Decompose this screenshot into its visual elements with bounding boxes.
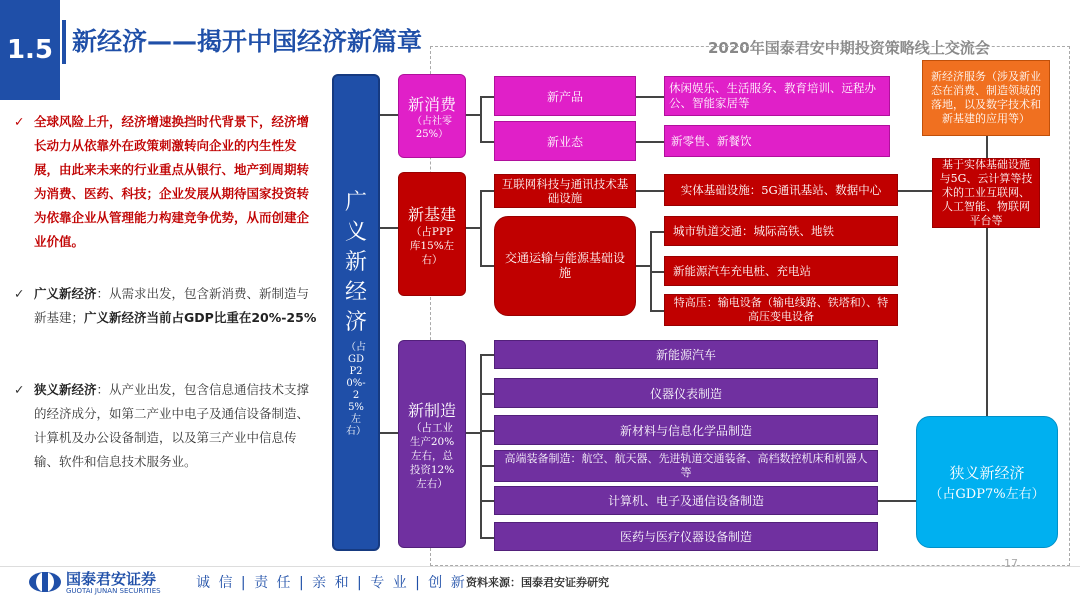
infrastructure-title: 新基建 (407, 204, 456, 224)
new-format-detail: 新零售、新餐饮 (664, 125, 890, 157)
new-consumption-box (398, 74, 466, 158)
section-number: 1.5 (0, 0, 60, 100)
connector (480, 96, 494, 98)
broad-definition-paragraph (14, 282, 320, 330)
company-logo-icon (28, 571, 62, 593)
new-infrastructure-box (398, 172, 466, 296)
connector (636, 141, 664, 143)
rail-transit-detail: 城市轨道交通：城际高铁、地铁 (664, 216, 898, 246)
new-manufacturing-box (398, 340, 466, 548)
manufacturing-title: 新制造 (407, 400, 456, 420)
industrial-internet-box: 基于实体基础设施与5G、云计算等技术的工业互联网、人工智能、物联网平台等 (932, 158, 1040, 228)
new-format-box: 新业态 (494, 121, 636, 161)
root-note: （占GDP20%-25%左右） (346, 341, 366, 437)
connector (480, 537, 494, 539)
summary-paragraph (14, 110, 320, 254)
manufacturing-item: 计算机、电子及通信设备制造 (494, 486, 878, 515)
manufacturing-item: 医药与医疗仪器设备制造 (494, 522, 878, 551)
connector (378, 432, 398, 434)
connector (480, 190, 494, 192)
narrow-text: ：从产业出发，包含信息通信技术支撑的经济成分，如第二产业中电子及通信设备制造、计算机及办公设备制造，以及第三产业中信息传输、软件和信息技术服务业。 (34, 382, 310, 469)
consumption-title: 新消费 (407, 94, 456, 114)
connector (878, 500, 916, 502)
manufacturing-item: 新材料与信息化学品制造 (494, 415, 878, 445)
broad-share: 广义新经济当前占GDP比重在20%-25% (84, 310, 317, 325)
check-icon: ✓ (14, 286, 25, 301)
consumption-note: （占社零25%） (412, 115, 452, 140)
connector (636, 190, 664, 192)
internet-infra-box: 互联网科技与通讯技术基础设施 (494, 174, 636, 208)
connector (480, 141, 494, 143)
connector (466, 432, 480, 434)
connector (480, 190, 482, 266)
connector (898, 190, 932, 192)
connector (480, 354, 494, 356)
connector (650, 310, 664, 312)
connector (480, 430, 494, 432)
connector (480, 265, 494, 267)
footer-divider (0, 566, 1080, 567)
narrow-definition-paragraph (14, 378, 320, 474)
connector (466, 114, 480, 116)
narrow-new-economy-box (916, 416, 1058, 548)
broad-term: 广义新经济 (34, 286, 97, 301)
company-name: 国泰君安证券 (66, 570, 157, 588)
manufacturing-item: 高端装备制造：航空、航天器、先进轨道交通装备、高档数控机床和机器人等 (494, 450, 878, 482)
connector (480, 465, 494, 467)
company-name-en: GUOTAI JUNAN SECURITIES (66, 587, 161, 595)
manufacturing-note: （占工业生产20%左右，总投资12%左右） (409, 421, 455, 490)
connector (650, 231, 664, 233)
summary-text: 全球风险上升，经济增速换挡时代背景下，经济增长动力从依靠外在政策刺激转向企业的内生性发展，由此来未来的行业重点从银行、地产到周期转为消费、医药、科技；企业发展从期待国家投资转为依靠企业从管理能力构建竞争优势，从而创建企业价值。 (34, 114, 310, 249)
manufacturing-item: 仪器仪表制造 (494, 378, 878, 408)
infrastructure-note: （占PPP库15%左右） (409, 225, 455, 266)
connector (986, 228, 988, 416)
internet-infra-detail: 实体基础设施：5G通讯基站、数据中心 (664, 174, 898, 206)
connector (480, 393, 494, 395)
title-accent-bar (62, 20, 66, 64)
connector (636, 265, 650, 267)
page-title: 新经济——揭开中国经济新篇章 (72, 27, 423, 56)
broad-new-economy-box (332, 74, 380, 551)
transport-energy-box: 交通运输与能源基础设施 (494, 216, 636, 316)
new-product-detail: 休闲娱乐、生活服务、教育培训、远程办公、智能家居等 (664, 76, 890, 116)
broad-text: ：从需求出发，包含新消费、新制造与新基建； (34, 286, 310, 325)
connector (378, 114, 398, 116)
narrow-note: （占GDP7%左右） (929, 487, 1045, 502)
connector (378, 227, 398, 229)
connector (480, 500, 494, 502)
manufacturing-item: 新能源汽车 (494, 340, 878, 369)
page-number: 17 (1004, 557, 1018, 570)
connector (480, 96, 482, 142)
company-slogan: 诚 信 | 责 任 | 亲 和 | 专 业 | 创 新 (196, 575, 467, 591)
charging-detail: 新能源汽车充电桩、充电站 (664, 256, 898, 286)
data-source: 资料来源：国泰君安证券研究 (466, 576, 609, 589)
root-title: 广义新经济 (344, 189, 367, 335)
connector (636, 96, 664, 98)
connector (986, 136, 988, 158)
narrow-term: 狭义新经济 (34, 382, 97, 397)
new-product-box: 新产品 (494, 76, 636, 116)
uhv-detail: 特高压：输电设备（输电线路、铁塔和）、特高压变电设备 (664, 294, 898, 326)
check-icon: ✓ (14, 382, 25, 397)
check-icon: ✓ (14, 114, 25, 129)
connector (480, 354, 482, 537)
narrow-title: 狭义新经济 (949, 464, 1025, 482)
connector (466, 227, 480, 229)
new-economy-service-box: 新经济服务（涉及新业态在消费、制造领域的落地，以及数字技术和新基建的应用等） (922, 60, 1050, 136)
conference-title: 2020年国泰君安中期投资策略线上交流会 (708, 39, 990, 57)
connector (650, 271, 664, 273)
